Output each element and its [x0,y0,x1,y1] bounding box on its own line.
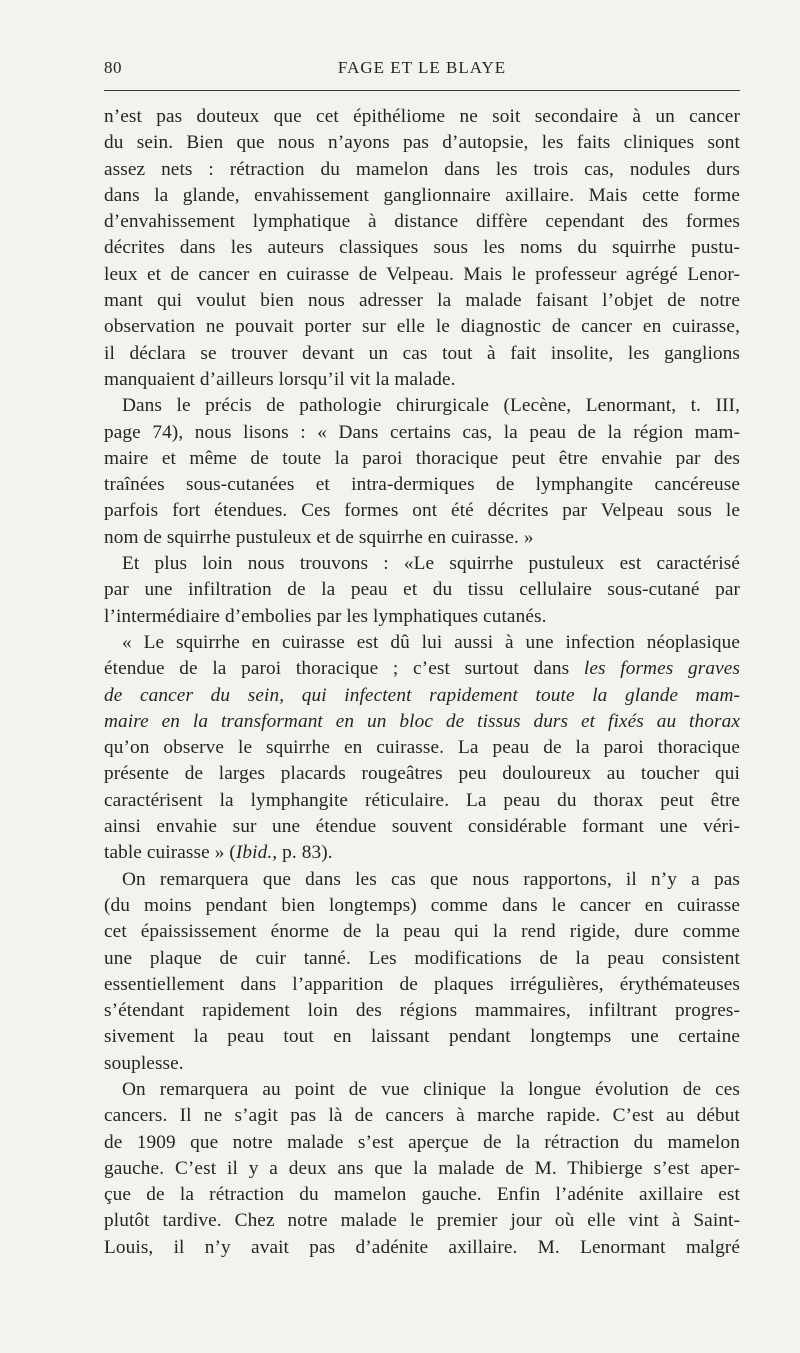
text-line: l’intermédiaire d’embolies par les lymphatiques cutanés. [104,605,547,627]
text-line: On remarquera au point de vue clinique la longue évolution de ces [122,1078,740,1100]
text-line: plutôt tardive. Chez notre malade le premier jour où elle vint à Saint- [104,1210,740,1232]
text-line: gauche. C’est il y a deux ans que la malade de M. Thibierge s’est aper- [104,1157,740,1179]
text-line: mant qui voulut bien nous adresser la malade faisant l’objet de notre [104,290,740,312]
text-line: assez nets : rétraction du mamelon dans les trois cas, nodules durs [104,158,740,180]
text-line: « Le squirrhe en cuirasse est dû lui aussi à une infection néoplasique [122,631,740,653]
text-line: caractérisent la lymphangite réticulaire. La peau du thorax peut être [104,789,740,811]
header-rule [104,90,740,91]
text-line: par une infiltration de la peau et du tissu cellulaire sous-cutané par [104,579,740,601]
page-number: 80 [104,58,122,77]
text-line: n’est pas douteux que cet épithéliome ne soit secondaire à un cancer [104,106,740,127]
text-line: (du moins pendant bien longtemps) comme dans le cancer en cuirasse [104,894,740,916]
text-line: table cuirasse » (Ibid., p. 83). [104,842,333,864]
text-line: étendue de la paroi thoracique ; c’est surtout dans les formes graves [104,658,741,680]
text-line: maire en la transformant en un bloc de tissus durs et fixés au thorax [104,710,740,732]
text-line: dans la glande, envahissement ganglionnaire axillaire. Mais cette forme [104,184,740,206]
text-line: cancers. Il ne s’agit pas là de cancers à marche rapide. C’est au début [104,1105,740,1127]
text-line: souplesse. [104,1052,184,1074]
text-line: du sein. Bien que nous n’ayons pas d’autopsie, les faits cliniques sont [104,132,740,154]
running-head [104,58,740,80]
text-line: de 1909 que notre malade s’est aperçue de la rétraction du mamelon [104,1131,740,1153]
text-line: ainsi envahie sur une étendue souvent considérable formant une véri- [104,816,740,838]
text-line: leux et de cancer en cuirasse de Velpeau. Mais le professeur agrégé Lenor- [104,263,740,285]
text-line: page 74), nous lisons : « Dans certains cas, la peau de la région mam- [104,421,740,443]
text-line: qu’on observe le squirrhe en cuirasse. La peau de la paroi thoracique [104,737,740,759]
running-title: FAGE ET LE BLAYE [337,58,507,77]
text-line: nom de squirrhe pustuleux et de squirrhe en cuirasse. » [104,526,534,548]
text-line: parfois fort étendues. Ces formes ont été décrites par Velpeau sous le [104,500,740,522]
text-line: essentiellement dans l’apparition de plaques irrégulières, érythémateuses [104,973,740,995]
text-line: s’étendant rapidement loin des régions mammaires, infiltrant progres- [104,1000,740,1022]
text-line: On remarquera que dans les cas que nous rapportons, il n’y a pas [122,868,740,890]
body-text [104,104,740,1261]
text-line: Dans le précis de pathologie chirurgicale (Lecène, Lenormant, t. III, [122,395,740,417]
text-line: il déclara se trouver devant un cas tout à fait insolite, les ganglions [104,342,740,364]
text-line: observation ne pouvait porter sur elle le diagnostic de cancer en cuirasse, [104,316,740,338]
text-line: maire et même de toute la paroi thoracique peut être envahie par des [104,447,740,469]
text-line: décrites dans les auteurs classiques sous les noms du squirrhe pustu- [104,237,740,259]
text-line: une plaque de cuir tanné. Les modifications de la peau consistent [104,947,740,969]
text-line: d’envahissement lymphatique à distance diffère cependant des formes [104,211,740,233]
text-line: de cancer du sein, qui infectent rapidement toute la glande mam- [104,684,740,706]
text-line: çue de la rétraction du mamelon gauche. Enfin l’adénite axillaire est [104,1184,740,1206]
text-line: manquaient d’ailleurs lorsqu’il vit la malade. [104,368,456,390]
text-line: traînées sous-cutanées et intra-dermiques de lymphangite cancéreuse [104,474,740,496]
text-line: cet épaississement énorme de la peau qui la rend rigide, dure comme [104,921,740,943]
text-line: présente de larges placards rougeâtres peu douloureux au toucher qui [104,763,740,785]
text-line: Et plus loin nous trouvons : «Le squirrhe pustuleux est caractérisé [122,553,740,575]
text-line: sivement la peau tout en laissant pendant longtemps une certaine [104,1026,740,1048]
text-line: Louis, il n’y avait pas d’adénite axillaire. M. Lenormant malgré [104,1236,740,1258]
